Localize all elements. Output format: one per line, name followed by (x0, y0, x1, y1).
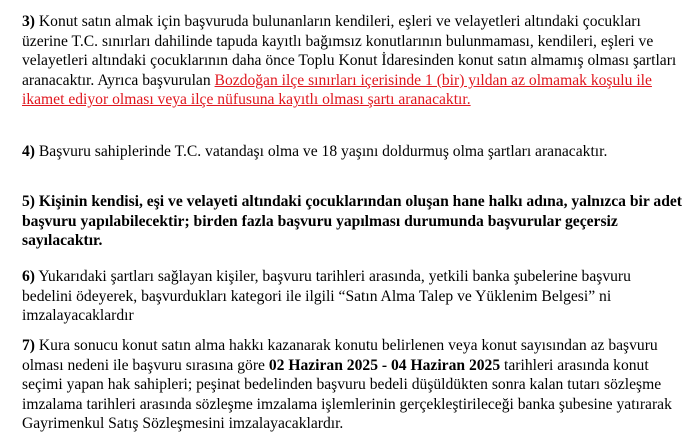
item-4-text: Başvuru sahiplerinde T.C. vatandaşı olma ve 18 yaşını doldurmuş olma şartları aranacaktır. (35, 143, 608, 160)
item-7-text-after: tarihleri arasında konut seçimi yapan hak sahipleri; peşinat bedelinden başvuru bedeli düşüldükten sonra kalan tutarı sözleşme imzalama tarihleri arasında sözleşme imzalama işlemlerinin gerçekleştirileceği banka şubesine yatırarak Gayrimenkul Satış Sözleşmesini imzalayacaklardır. (22, 356, 672, 433)
item-5-text: Kişinin kendisi, eşi ve velayeti altındaki çocuklarından oluşan hane halkı adına, yalnızca bir adet başvuru yapılabilecektir; birden fazla başvuru yapılması durumunda başvurular geçersiz sayılacaktır. (22, 193, 682, 250)
item-3-paragraph (22, 12, 682, 110)
item-5-paragraph (22, 192, 682, 251)
item-3-text: Konut satın almak için başvuruda bulunanların kendileri, eşleri ve velayetleri altındaki çocukları üzerine T.C. sınırları dahilinde tapuda kayıtlı bağımsız konutlarının bulunmaması, kendileri, eşleri ve velayetleri altındaki çocuklarının daha önce Toplu Konut İdaresinden konut satın almamış olması şartları aranacaktır. Ayrıca başvurulan (22, 13, 677, 89)
item-6-number: 6) (22, 268, 35, 285)
item-7-number: 7) (22, 337, 35, 354)
item-3-residence-requirement: Bozdoğan ilçe sınırları içerisinde 1 (bir) yıldan az olmamak koşulu ile ikamet ediyor olması veya ilçe nüfusuna kayıtlı olması şartı aranacaktır. (22, 71, 652, 109)
item-4-number: 4) (22, 143, 35, 160)
item-6-paragraph (22, 267, 682, 326)
item-5-number: 5) (22, 193, 35, 210)
item-6-text: Yukarıdaki şartları sağlayan kişiler, başvuru tarihleri arasında, yetkili banka şubelerine başvuru bedelini ödeyerek, başvurdukları kategori ile ilgili “Satın Alma Talep ve Yüklenim Belgesi” ni imzalayacaklardır (22, 268, 631, 325)
item-7-paragraph (22, 336, 687, 434)
item-7-date-range: 02 Haziran 2025 - 04 Haziran 2025 (268, 356, 501, 374)
item-7-text-before: Kura sonucu konut satın alma hakkı kazanarak konutu belirlenen veya konut sayısından az başvuru olması nedeni ile başvuru sırasına göre (22, 337, 658, 374)
item-3-number: 3) (22, 13, 35, 30)
item-4-paragraph (22, 142, 682, 162)
